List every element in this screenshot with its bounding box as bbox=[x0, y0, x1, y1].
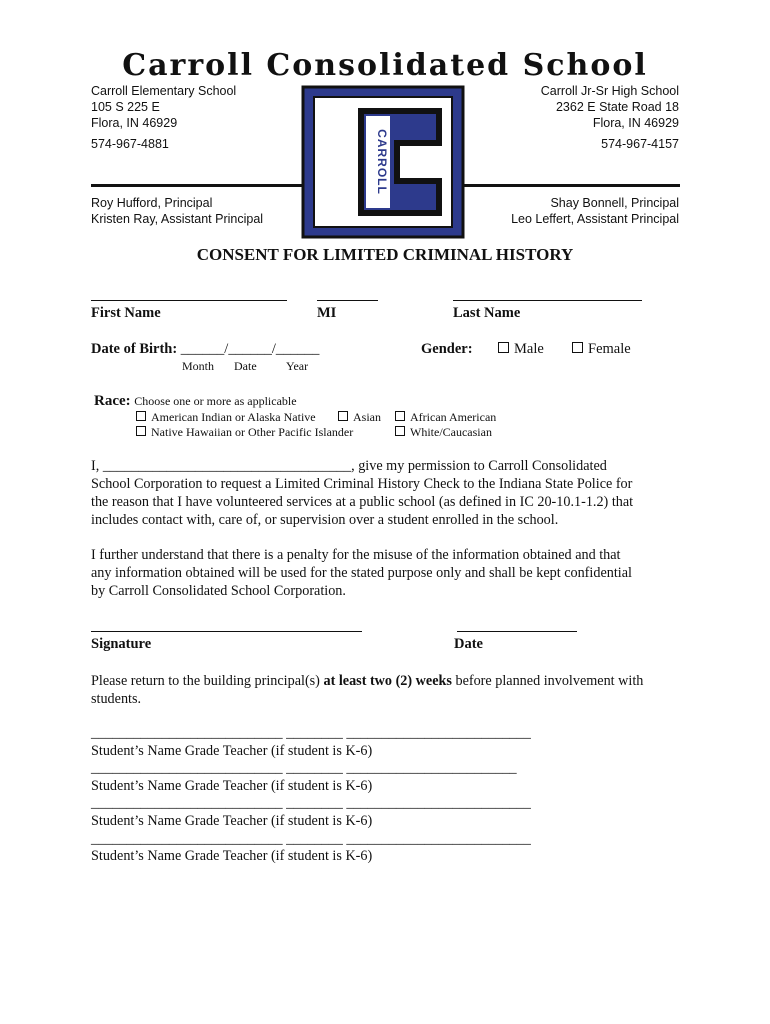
elementary-name: Carroll Elementary School bbox=[91, 84, 237, 98]
gender-label: Gender: bbox=[421, 341, 473, 357]
dob-row bbox=[91, 341, 319, 358]
dob-month-hint: Month bbox=[182, 359, 215, 373]
last-name-line[interactable] bbox=[453, 300, 642, 301]
consent-paragraph bbox=[91, 457, 681, 529]
signature-label: Signature bbox=[91, 636, 152, 652]
student-row-label: Student’s Name Grade Teacher (if student is K-6) bbox=[91, 848, 373, 865]
consent-line: includes contact with, care of, or supervision over a student enrolled in the school. bbox=[91, 512, 559, 528]
penalty-line: any information obtained will be used for the stated purpose only and shall be kept confidential bbox=[91, 565, 632, 581]
highschool-principal: Shay Bonnell, Principal bbox=[550, 196, 679, 210]
student-row-label: Student’s Name Grade Teacher (if student is K-6) bbox=[91, 812, 373, 829]
race-native-hawaiian-option[interactable] bbox=[136, 425, 353, 440]
race-label: Race: bbox=[94, 393, 131, 409]
return-notice-deadline: at least two (2) weeks bbox=[323, 673, 452, 689]
race-hint: Choose one or more as applicable bbox=[134, 394, 297, 408]
return-notice-prefix: Please return to the building principal(s) bbox=[91, 673, 324, 689]
return-notice-line2: students. bbox=[91, 691, 142, 707]
date-label: Date bbox=[454, 636, 483, 652]
student-row-blanks[interactable]: ___________________________ ________ __________________________ bbox=[91, 830, 531, 847]
race-african-american-label: African American bbox=[410, 410, 497, 424]
consent-line: the reason that I have volunteered services at a public school (as defined in IC 20-10.1-1.2) that bbox=[91, 494, 634, 510]
race-african-american-option[interactable] bbox=[395, 410, 496, 425]
race-american-indian-option[interactable] bbox=[136, 410, 316, 425]
consent-line: I, ___________________________________, give my permission to Carroll Consolidated bbox=[91, 458, 607, 474]
race-white-checkbox[interactable] bbox=[395, 426, 405, 436]
mi-label: MI bbox=[317, 305, 337, 321]
last-name-label: Last Name bbox=[453, 305, 521, 321]
consent-line: School Corporation to request a Limited Criminal History Check to the Indiana State Police for bbox=[91, 476, 633, 492]
race-asian-label: Asian bbox=[353, 410, 381, 424]
gender-female-option[interactable] bbox=[572, 341, 631, 358]
elementary-street: 105 S 225 E bbox=[91, 100, 160, 114]
highschool-address-block bbox=[479, 83, 679, 131]
date-line[interactable] bbox=[457, 631, 577, 632]
penalty-line: by Carroll Consolidated School Corporation. bbox=[91, 583, 346, 599]
gender-male-checkbox[interactable] bbox=[498, 342, 509, 353]
dob-date-hint: Date bbox=[234, 359, 257, 373]
carroll-logo bbox=[300, 84, 466, 240]
signature-line[interactable] bbox=[91, 631, 362, 632]
dob-year-hint: Year bbox=[286, 359, 309, 373]
penalty-line: I further understand that there is a penalty for the misuse of the information obtained and that bbox=[91, 547, 621, 563]
elementary-principal: Roy Hufford, Principal bbox=[91, 196, 213, 210]
highschool-street: 2362 E State Road 18 bbox=[555, 100, 679, 114]
mi-line[interactable] bbox=[317, 300, 378, 301]
race-white-label: White/Caucasian bbox=[410, 425, 492, 439]
first-name-label: First Name bbox=[91, 305, 161, 321]
gender-female-checkbox[interactable] bbox=[572, 342, 583, 353]
return-notice-suffix: before planned involvement with bbox=[451, 673, 644, 689]
race-white-option[interactable] bbox=[395, 425, 492, 440]
gender-female-label: Female bbox=[588, 341, 631, 357]
student-row-blanks[interactable]: ___________________________ ________ __________________________ bbox=[91, 795, 531, 812]
return-notice bbox=[91, 672, 681, 708]
elementary-phone: 574-967-4881 bbox=[91, 137, 169, 151]
race-native-hawaiian-checkbox[interactable] bbox=[136, 426, 146, 436]
race-row bbox=[94, 393, 297, 410]
dob-label: Date of Birth: bbox=[91, 341, 178, 357]
race-native-hawaiian-label: Native Hawaiian or Other Pacific Islander bbox=[151, 425, 354, 439]
elementary-assistant-principal: Kristen Ray, Assistant Principal bbox=[91, 212, 264, 226]
race-asian-checkbox[interactable] bbox=[338, 411, 348, 421]
school-title: Carroll Consolidated School bbox=[122, 48, 648, 83]
student-row-blanks[interactable]: ___________________________ ________ __________________________ bbox=[91, 725, 531, 741]
student-row-label: Student’s Name Grade Teacher (if student is K-6) bbox=[91, 777, 373, 794]
logo-carroll-text: CARROLL bbox=[375, 129, 389, 195]
student-row-blanks[interactable]: ___________________________ ________ ________________________ bbox=[91, 760, 517, 777]
elementary-city: Flora, IN 46929 bbox=[91, 116, 178, 130]
elementary-staff bbox=[91, 195, 263, 227]
gender-male-option[interactable] bbox=[498, 341, 544, 358]
race-african-american-checkbox[interactable] bbox=[395, 411, 405, 421]
highschool-phone: 574-967-4157 bbox=[601, 137, 679, 151]
highschool-city: Flora, IN 46929 bbox=[592, 116, 679, 130]
highschool-name: Carroll Jr-Sr High School bbox=[540, 84, 679, 98]
form-heading: CONSENT FOR LIMITED CRIMINAL HISTORY bbox=[196, 245, 574, 264]
gender-male-label: Male bbox=[514, 341, 544, 357]
header-divider-left bbox=[91, 184, 307, 187]
first-name-line[interactable] bbox=[91, 300, 287, 301]
header-divider-right bbox=[462, 184, 680, 187]
dob-blanks[interactable]: ______/______/______ bbox=[180, 341, 320, 357]
race-american-indian-label: American Indian or Alaska Native bbox=[151, 410, 316, 424]
elementary-address-block bbox=[91, 83, 236, 131]
highschool-staff bbox=[440, 195, 679, 227]
student-rows bbox=[91, 725, 681, 866]
highschool-assistant-principal: Leo Leffert, Assistant Principal bbox=[511, 212, 679, 226]
race-asian-option[interactable] bbox=[338, 410, 381, 425]
student-row-label: Student’s Name Grade Teacher (if student is K-6) bbox=[91, 742, 373, 759]
penalty-paragraph bbox=[91, 546, 681, 600]
race-american-indian-checkbox[interactable] bbox=[136, 411, 146, 421]
